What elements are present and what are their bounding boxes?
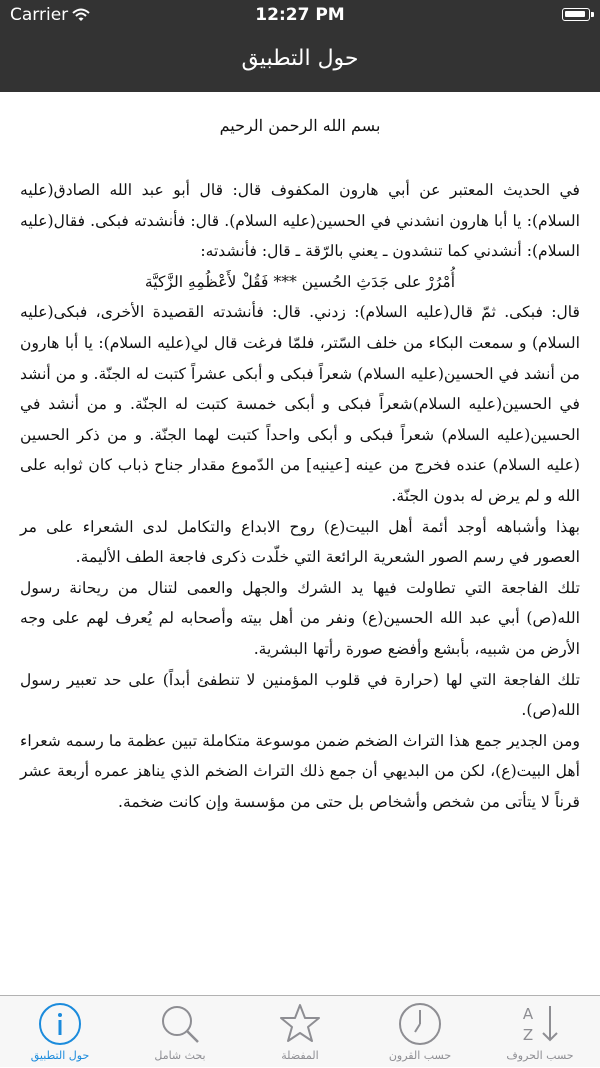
tab-label: المفضلة xyxy=(281,1049,319,1062)
tab-by-letters[interactable] xyxy=(480,996,600,1068)
star-icon xyxy=(278,1002,322,1046)
paragraph: في الحديث المعتبر عن أبي هارون المكفوف قال: قال أبو عبد الله الصادق(عليه السلام): يا أبا هارون انشدني في الحسين(عليه السلام). قال: فأنشدته فبكى. فقال(عليه السلام): أنشدني كما تنشدون ـ يعني بالرّقة ـ قال: فأنشدته: xyxy=(20,181,580,261)
status-bar xyxy=(0,0,600,32)
paragraph: تلك الفاجعة التي لها (حرارة في قلوب المؤمنين لا تنطفئ أبداً) على حد تعبير رسول الله(ص). xyxy=(20,670,580,720)
nav-bar xyxy=(0,32,600,92)
about-text xyxy=(20,175,580,817)
info-icon xyxy=(38,1002,82,1046)
battery-icon xyxy=(562,8,590,21)
clock-icon xyxy=(398,1002,442,1046)
tab-about[interactable] xyxy=(0,996,120,1068)
about-content[interactable] xyxy=(0,92,600,995)
sort-letter-a: A xyxy=(522,1005,534,1023)
poem-verse: أُمْرُرْ على جَدَثِ الحُسين *** فَقُلْ لأَعْظُمِهِ الزَّكيَّة xyxy=(144,272,456,291)
search-icon xyxy=(158,1002,202,1046)
paragraph: بهذا وأشباهه أوجد أئمة أهل البيت(ع) روح الابداع والتكامل لدى الشعراء على مر العصور في رسم الصور الشعرية الرائعة التي خلّدت ذكرى فاجعة الطف الأليمة. xyxy=(20,517,580,567)
tab-bar xyxy=(0,995,600,1067)
paragraph: ومن الجدير جمع هذا التراث الضخم ضمن موسوعة متكاملة تبين عظمة ما رسمه شعراء أهل البيت(ع)، لكن من البديهي أن جمع ذلك التراث الضخم الذي يناهز عمره أربعة عشر قرناً لا يتأتى من شخص وأشخاص بل حتى من مؤسسة وإن كانت ضخمة. xyxy=(20,731,580,811)
tab-search[interactable] xyxy=(120,996,240,1068)
basmala-heading: بسم الله الرحمن الرحيم xyxy=(219,116,381,135)
tab-label: حول التطبيق xyxy=(30,1049,90,1062)
tab-favorites[interactable] xyxy=(240,996,360,1068)
sort-letter-z: Z xyxy=(522,1026,534,1044)
tab-label: حسب القرون xyxy=(388,1049,452,1062)
sort-az-icon xyxy=(518,1002,562,1046)
paragraph: قال: فبكى. ثمّ قال(عليه السلام): زدني. قال: فأنشدته القصيدة الأخرى، فبكى(عليه السلام) و سمعت البكاء من خلف السّتر، فلمّا فرغت قال لي(عليه السلام): يا أبا هارون من أنشد في الحسين(عليه السلام) شعراً فبكى و أبكى عشراً كتبت له الجنّة. و من أنشد في الحسين(عليه السلام)شعراً فبكى و أبكى خمسة كتبت له الجنّة. و من أنشد في الحسين(عليه السلام) شعراً فبكى و أبكى واحداً كتبت لهما الجنّة. و من ذكر الحسين (عليه السلام) عنده فخرج من عينه [عينيه] من الدّموع مقدار جناح ذباب كان ثوابه على الله و لم يرض له بدون الجنّة. xyxy=(20,303,580,505)
status-time: 12:27 PM xyxy=(255,5,345,25)
paragraph: تلك الفاجعة التي تطاولت فيها يد الشرك والجهل والعمى لتنال من ريحانة رسول الله(ص) أبي عبد الله الحسين(ع) ونفر من أهل بيته وأصحابه لم يُعرف لهم على وجه الأرض من شبيه، بأبشع وأفضع صورة رأتها البشرية. xyxy=(20,578,580,658)
tab-label: حسب الحروف xyxy=(506,1049,574,1062)
tab-label: بحث شامل xyxy=(154,1049,206,1062)
carrier-label: Carrier xyxy=(10,5,69,25)
tab-by-centuries[interactable] xyxy=(360,996,480,1068)
page-title: حول التطبيق xyxy=(241,46,359,71)
